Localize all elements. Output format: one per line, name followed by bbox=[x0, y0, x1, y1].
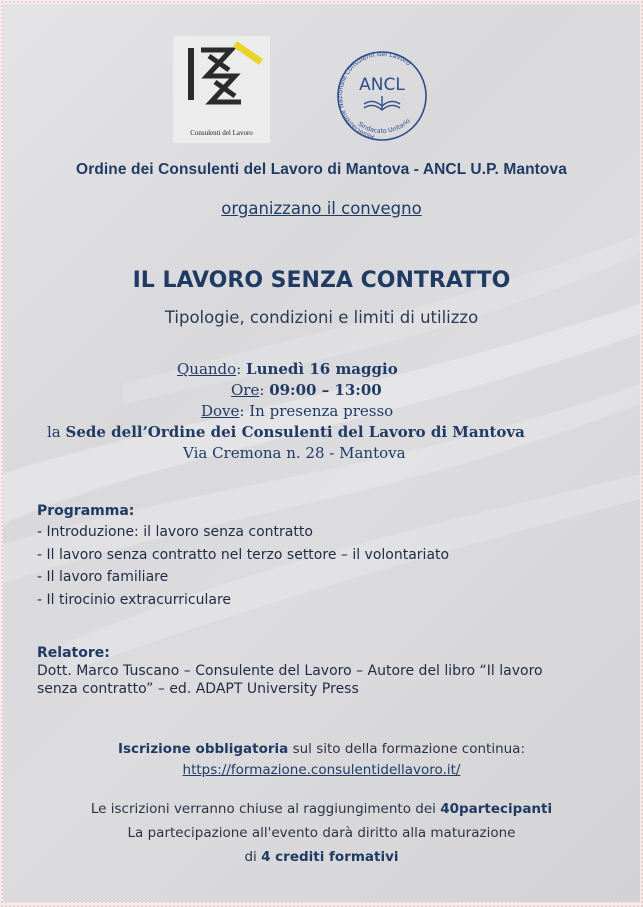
venue-row: la Sede dell’Ordine dei Consulenti del Lavoro di Mantova bbox=[47, 423, 525, 441]
time-row: Ore: 09:00 – 13:00 bbox=[231, 381, 382, 399]
speaker-line1: Dott. Marco Tuscano – Consulente del Lavoro – Autore del libro “Il lavoro bbox=[37, 663, 543, 679]
organize-line: organizzano il convegno bbox=[221, 199, 422, 218]
organizers-line: Ordine dei Consulenti del Lavoro di Mantova - ANCL U.P. Mantova bbox=[76, 161, 567, 178]
flyer-page bbox=[3, 4, 640, 902]
where-row: Dove: In presenza presso bbox=[201, 402, 394, 420]
program-section bbox=[37, 501, 449, 611]
ancl-ring-text: Associazione Nazionale Consulenti del Lavoro bbox=[336, 49, 413, 142]
consulenti-lavoro-logo bbox=[173, 36, 270, 143]
ancl-logo bbox=[330, 44, 434, 148]
event-subtitle: Tipologie, condizioni e limiti di utilizzo bbox=[164, 308, 479, 327]
speaker-heading: Relatore: bbox=[37, 645, 110, 661]
address-row: Via Cremona n. 28 - Mantova bbox=[183, 444, 406, 462]
registration-link[interactable]: https://formazione.consulentidellavoro.it/ bbox=[182, 762, 461, 778]
ancl-logo-text: ANCL bbox=[359, 75, 405, 95]
program-heading: Programma: bbox=[37, 503, 135, 519]
open-book-icon bbox=[364, 96, 400, 110]
credits-line: La partecipazione all'evento darà diritto alla maturazione bbox=[127, 825, 516, 841]
event-title: IL LAVORO SENZA CONTRATTO bbox=[132, 268, 511, 293]
program-item: - Il tirocinio extracurriculare bbox=[37, 591, 232, 608]
program-item: - Il lavoro familiare bbox=[37, 569, 169, 585]
closing-line: Le iscrizioni verranno chiuse al raggiungimento dei 40partecipanti bbox=[90, 801, 553, 817]
cdl-emblem-icon bbox=[173, 36, 270, 126]
speaker-section bbox=[37, 644, 637, 698]
registration-link-row bbox=[3, 762, 640, 778]
when-row: Quando: Lunedì 16 maggio bbox=[177, 360, 398, 378]
registration-line: Iscrizione obbligatoria sul sito della formazione continua: bbox=[117, 741, 526, 757]
speaker-line2: senza contratto” – ed. ADAPT University Press bbox=[37, 681, 359, 697]
credits-amount-line: di 4 crediti formativi bbox=[244, 849, 399, 865]
program-item: - Introduzione: il lavoro senza contratto bbox=[37, 524, 313, 540]
program-item: - Il lavoro senza contratto nel terzo settore – il volontariato bbox=[37, 546, 450, 563]
cdl-logo-caption: Consulenti del Lavoro bbox=[190, 129, 253, 137]
ancl-bottom-text: Sindacato Unitario bbox=[356, 117, 412, 135]
